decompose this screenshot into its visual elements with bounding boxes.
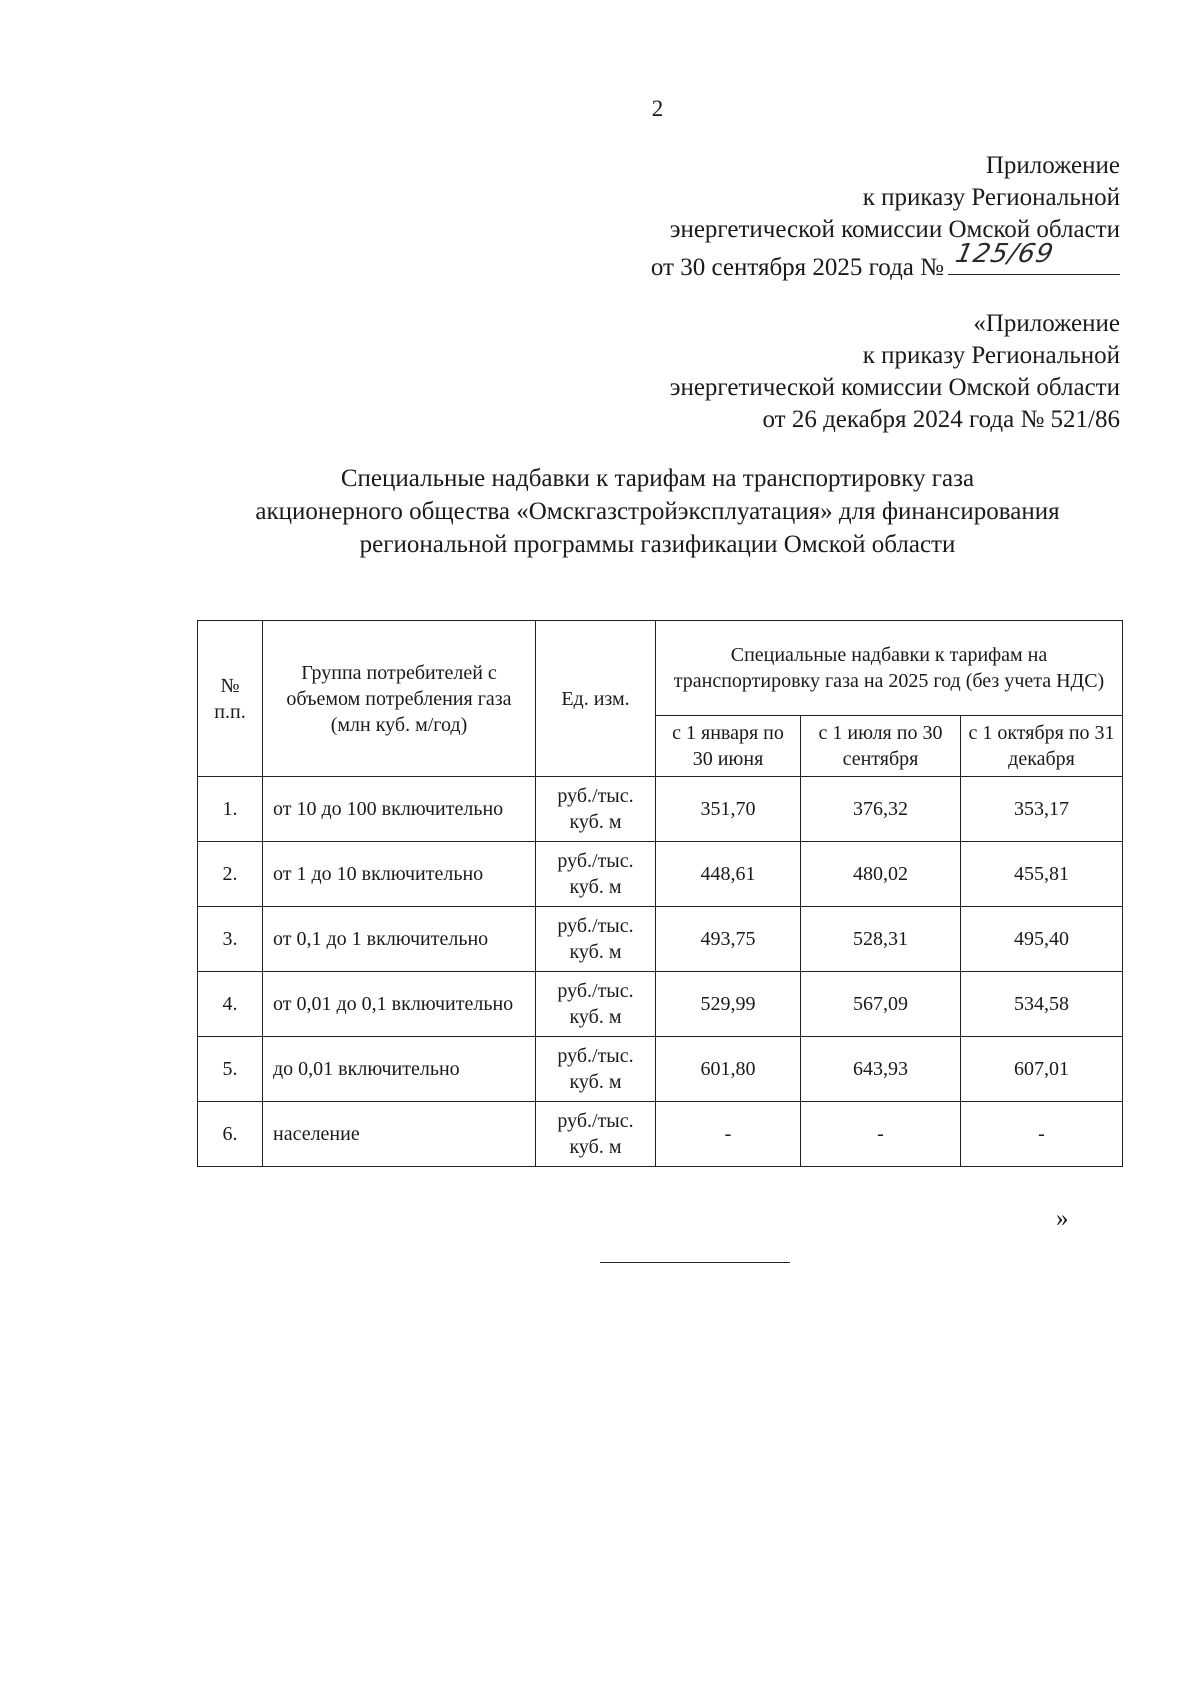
closing-quote: »: [1056, 1205, 1069, 1232]
row-unit: руб./тыс. куб. м: [536, 777, 656, 842]
row-value-period-1: 529,99: [656, 972, 801, 1037]
table-row: [198, 842, 1123, 907]
previous-appendix-title: «Приложение: [973, 310, 1120, 337]
row-number: 3.: [198, 907, 263, 972]
previous-appendix-order-date: от 26 декабря 2024 года № 521/86: [762, 406, 1120, 433]
bottom-divider: [600, 1262, 790, 1263]
row-number: 4.: [198, 972, 263, 1037]
header-period-2: с 1 июля по 30 сентября: [801, 716, 961, 777]
header-number: № п.п.: [198, 621, 263, 777]
row-value-period-1: -: [656, 1102, 801, 1167]
row-value-period-1: 351,70: [656, 777, 801, 842]
row-number: 1.: [198, 777, 263, 842]
row-value-period-2: 376,32: [801, 777, 961, 842]
table-row: [198, 907, 1123, 972]
appendix-order-ref: к приказу Региональной: [862, 184, 1120, 211]
row-value-period-1: 601,80: [656, 1037, 801, 1102]
row-value-period-3: -: [961, 1102, 1123, 1167]
row-value-period-1: 493,75: [656, 907, 801, 972]
row-unit: руб./тыс. куб. м: [536, 842, 656, 907]
row-value-period-2: 643,93: [801, 1037, 961, 1102]
document-title: [200, 462, 1115, 561]
header-period-1: с 1 января по 30 июня: [656, 716, 801, 777]
row-value-period-1: 448,61: [656, 842, 801, 907]
row-value-period-3: 455,81: [961, 842, 1123, 907]
row-value-period-3: 607,01: [961, 1037, 1123, 1102]
page-number: 2: [651, 96, 664, 121]
table-row: [198, 1102, 1123, 1167]
appendix-header-current: [651, 150, 1120, 284]
row-number: 6.: [198, 1102, 263, 1167]
row-unit: руб./тыс. куб. м: [536, 1102, 656, 1167]
row-value-period-2: -: [801, 1102, 961, 1167]
tariff-table: [197, 620, 1123, 1167]
row-consumer-group: от 1 до 10 включительно: [263, 842, 536, 907]
title-line-2: акционерного общества «Омскгазстройэксплуатация» для финансирования: [255, 498, 1060, 525]
appendix-order-date-line: [650, 239, 1120, 284]
row-consumer-group: население: [263, 1102, 536, 1167]
title-line-1: Специальные надбавки к тарифам на транспортировку газа: [340, 465, 975, 492]
row-consumer-group: от 0,01 до 0,1 включительно: [263, 972, 536, 1037]
handwritten-order-number: 125/69: [952, 239, 1057, 269]
header-surcharges: Специальные надбавки к тарифам на транспортировку газа на 2025 год (без учета НДС): [656, 621, 1123, 716]
row-number: 2.: [198, 842, 263, 907]
table-row: [198, 972, 1123, 1037]
row-value-period-2: 567,09: [801, 972, 961, 1037]
header-consumer-group: Группа потребителей с объемом потребления газа (млн куб. м/год): [263, 621, 536, 777]
title-line-3: региональной программы газификации Омской области: [359, 531, 956, 558]
previous-appendix-order-ref: к приказу Региональной: [862, 342, 1120, 369]
row-unit: руб./тыс. куб. м: [536, 1037, 656, 1102]
previous-appendix-commission: энергетической комиссии Омской области: [669, 374, 1120, 401]
row-unit: руб./тыс. куб. м: [536, 972, 656, 1037]
row-consumer-group: от 0,1 до 1 включительно: [263, 907, 536, 972]
table-row: [198, 1037, 1123, 1102]
appendix-header-previous: [670, 308, 1120, 436]
row-unit: руб./тыс. куб. м: [536, 907, 656, 972]
row-value-period-2: 528,31: [801, 907, 961, 972]
appendix-commission: энергетической комиссии Омской области: [669, 216, 1120, 243]
row-value-period-3: 495,40: [961, 907, 1123, 972]
table-row: [198, 777, 1123, 842]
appendix-order-date: от 30 сентября 2025 года №: [650, 254, 944, 281]
header-unit: Ед. изм.: [536, 621, 656, 777]
header-period-3: с 1 октября по 31 декабря: [961, 716, 1123, 777]
row-consumer-group: до 0,01 включительно: [263, 1037, 536, 1102]
order-number-field: [948, 239, 1120, 275]
row-consumer-group: от 10 до 100 включительно: [263, 777, 536, 842]
row-value-period-2: 480,02: [801, 842, 961, 907]
row-value-period-3: 534,58: [961, 972, 1123, 1037]
row-value-period-3: 353,17: [961, 777, 1123, 842]
appendix-title: Приложение: [985, 152, 1120, 179]
row-number: 5.: [198, 1037, 263, 1102]
